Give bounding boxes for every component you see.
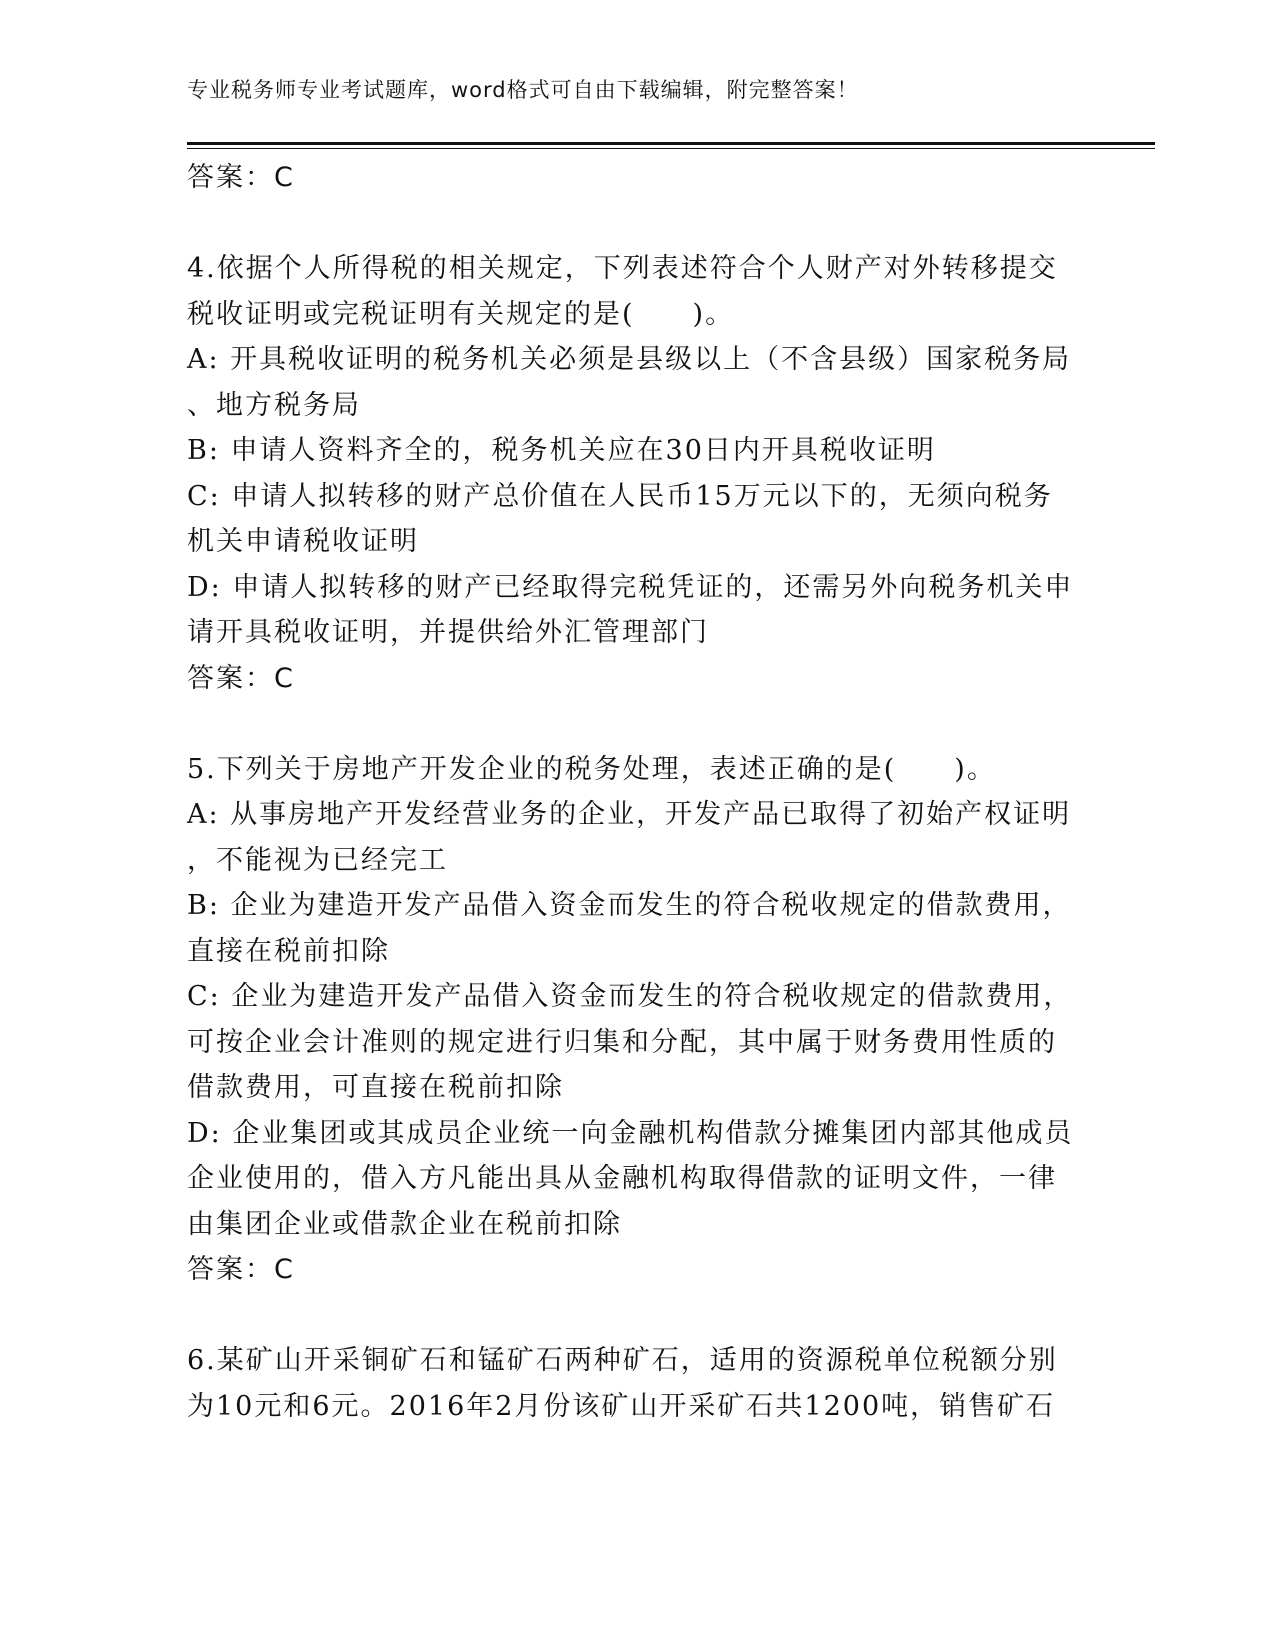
- header-rule-thick: [187, 142, 1155, 145]
- answer-line: 答案：C: [187, 662, 295, 694]
- document-body: [187, 155, 1087, 1429]
- text-line: B: 申请人资料齐全的，税务机关应在30日内开具税收证明: [187, 435, 936, 466]
- text-line: 企业使用的，借入方凡能出具从金融机构取得借款的证明文件，一律: [187, 1163, 1057, 1194]
- text-line: 可按企业会计准则的规定进行归集和分配，其中属于财务费用性质的: [187, 1026, 1057, 1058]
- page-header: 专业税务师专业考试题库，word格式可自由下载编辑，附完整答案！: [187, 78, 859, 102]
- paragraph-gap: [187, 201, 1087, 247]
- text-line: 、地方税务局: [187, 389, 361, 421]
- paragraph-gap: [187, 1293, 1087, 1339]
- text-line: 机关申请税收证明: [187, 526, 419, 557]
- text-line: 由集团企业或借款企业在税前扣除: [187, 1208, 622, 1240]
- text-line: C: 企业为建造开发产品借入资金而发生的符合税收规定的借款费用，: [187, 981, 1073, 1012]
- answer-line: 答案：C: [187, 1254, 295, 1285]
- text-line: 借款费用，可直接在税前扣除: [187, 1072, 564, 1103]
- text-line: 5.下列关于房地产开发企业的税务处理，表述正确的是( )。: [187, 753, 996, 785]
- text-line: A: 从事房地产开发经营业务的企业，开发产品已取得了初始产权证明: [187, 799, 1072, 830]
- text-line: 直接在税前扣除: [187, 935, 390, 967]
- text-line: 请开具税收证明，并提供给外汇管理部门: [187, 617, 709, 648]
- text-line: A: 开具税收证明的税务机关必须是县级以上（不含县级）国家税务局: [187, 344, 1072, 375]
- paragraph-gap: [187, 701, 1087, 747]
- text-line: 税收证明或完税证明有关规定的是( )。: [187, 298, 735, 330]
- answer-line: 答案：C: [187, 162, 295, 193]
- text-line: D: 申请人拟转移的财产已经取得完税凭证的，还需另外向税务机关申: [187, 571, 1074, 603]
- text-line: C: 申请人拟转移的财产总价值在人民币15万元以下的，无须向税务: [187, 480, 1053, 512]
- text-line: 4.依据个人所得税的相关规定，下列表述符合个人财产对外转移提交: [187, 253, 1058, 284]
- text-line: ，不能视为已经完工: [187, 844, 448, 876]
- text-line: D: 企业集团或其成员企业统一向金融机构借款分摊集团内部其他成员: [187, 1117, 1074, 1149]
- text-line: 6.某矿山开采铜矿石和锰矿石两种矿石，适用的资源税单位税额分别: [187, 1345, 1058, 1376]
- text-line: B: 企业为建造开发产品借入资金而发生的符合税收规定的借款费用，: [187, 890, 1072, 921]
- text-line: 为10元和6元。2016年2月份该矿山开采矿石共1200吨，销售矿石: [187, 1390, 1056, 1422]
- header-rule-thin: [187, 148, 1155, 149]
